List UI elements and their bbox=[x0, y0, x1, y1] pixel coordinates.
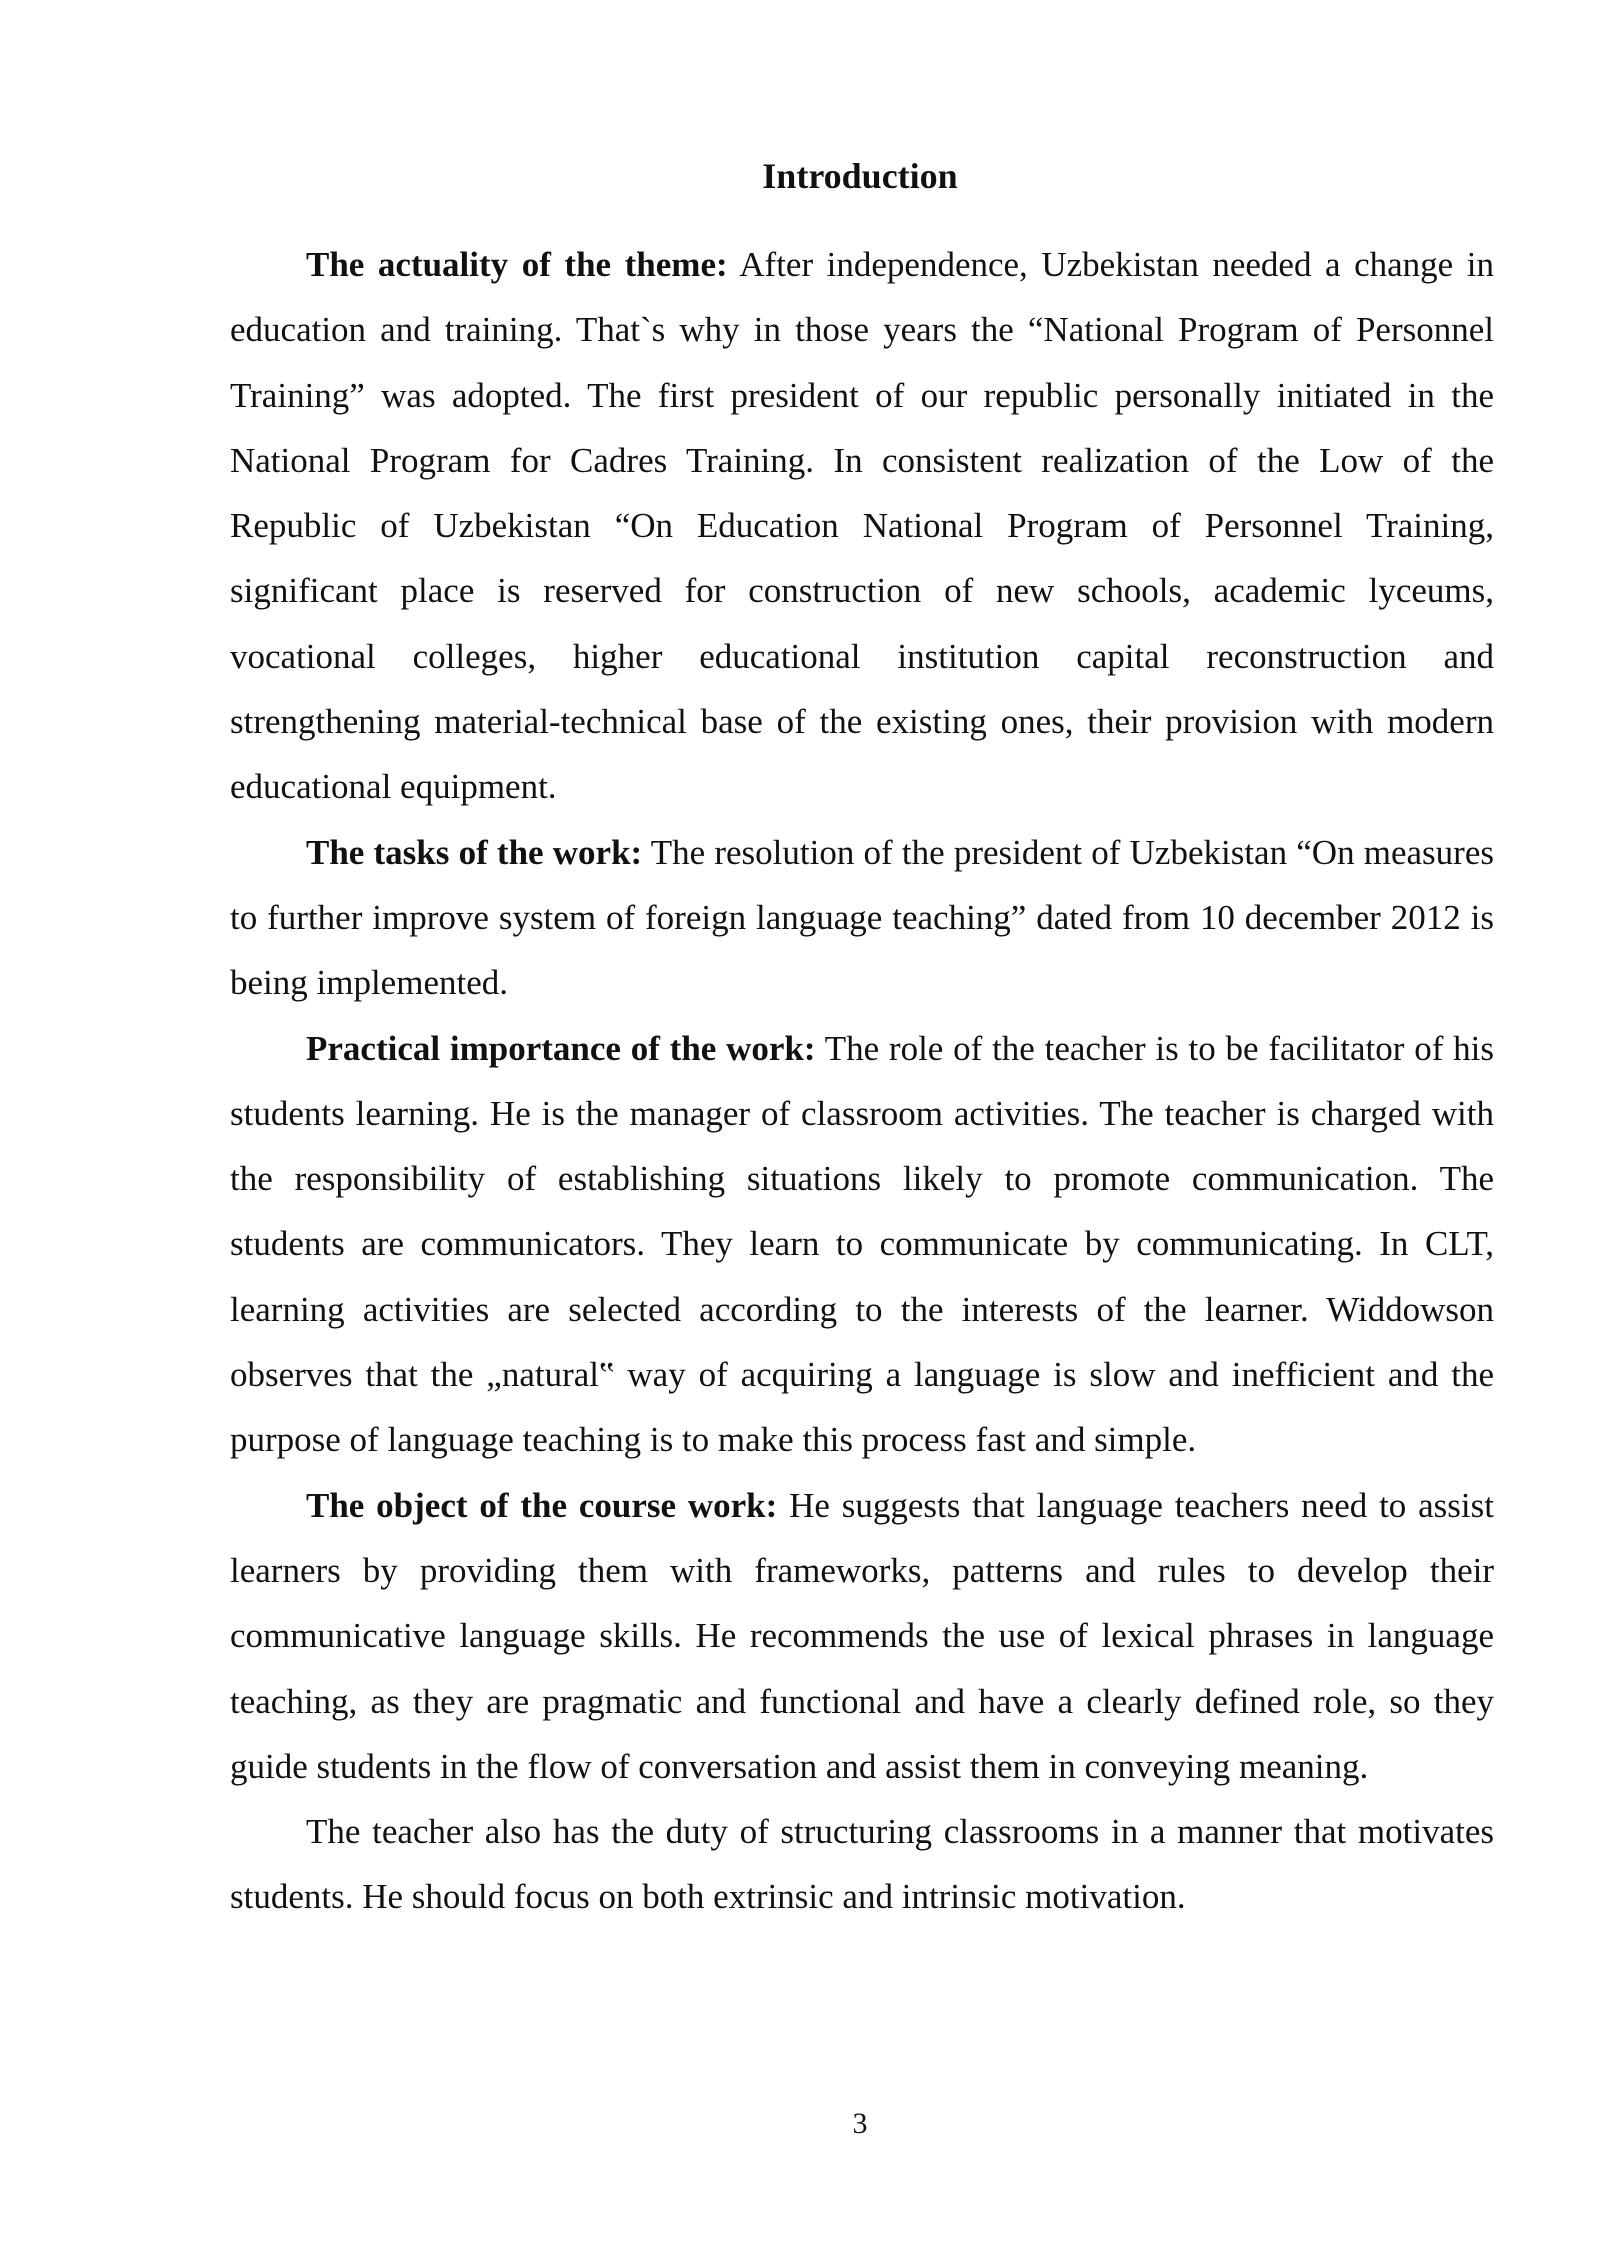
paragraph-teacher-duty bbox=[230, 1799, 1494, 1930]
page-title: Introduction bbox=[762, 156, 958, 196]
paragraph-lead: The object of the course work: bbox=[306, 1485, 778, 1525]
paragraph-lead: The tasks of the work: bbox=[306, 832, 643, 872]
paragraph-lead: The actuality of the theme: bbox=[306, 245, 728, 284]
paragraph-lead: Practical importance of the work: bbox=[306, 1028, 816, 1068]
paragraph-tasks bbox=[230, 820, 1494, 1016]
paragraph-text: The resolution of the president of Uzbekistan “On measures to further improve system of foreign language teaching” dated from 10 december 2012 is being implemented. bbox=[230, 832, 1494, 1003]
body-text bbox=[230, 232, 1494, 1930]
paragraph-practical-importance bbox=[230, 1016, 1494, 1473]
paragraph-object bbox=[230, 1473, 1494, 1799]
page-number: 3 bbox=[852, 2107, 868, 2140]
paragraph-text: The role of the teacher is to be facilitator of his students learning. He is the manager of classroom activities. The teacher is charged with the responsibility of establishing situations likely to promote communication. The students are communicators. They learn to communicate by communicating. In CLT, learning activities are selected according to the interests of the learner. Widdowson observes that the „natural‟ way of acquiring a language is slow and inefficient and the purpose of language teaching is to make this process fast and simple. bbox=[230, 1028, 1494, 1460]
paragraph-text: After independence, Uzbekistan needed a change in education and training. That`s why in those years the “National Program of Personnel Training” was adopted. The first president of our republic personally initiated in the National Program for Cadres Training. In consistent realization of the Low of the Republic of Uzbekistan “On Education National Program of Personnel Training, significant place is reserved for construction of new schools, academic lyceums, vocational colleges, higher educational institution capital reconstruction and strengthening material-technical base of the existing ones, their provision with modern educational equipment. bbox=[230, 245, 1494, 807]
paragraph-text: The teacher also has the duty of structuring classrooms in a manner that motivates students. He should focus on both extrinsic and intrinsic motivation. bbox=[230, 1812, 1494, 1917]
paragraph-actuality bbox=[230, 232, 1494, 820]
paragraph-text: He suggests that language teachers need to assist learners by providing them with frameworks, patterns and rules to develop their communicative language skills. He recommends the use of lexical phrases in language teaching, as they are pragmatic and functional and have a clearly defined role, so they guide students in the flow of conversation and assist them in conveying meaning. bbox=[230, 1485, 1494, 1786]
